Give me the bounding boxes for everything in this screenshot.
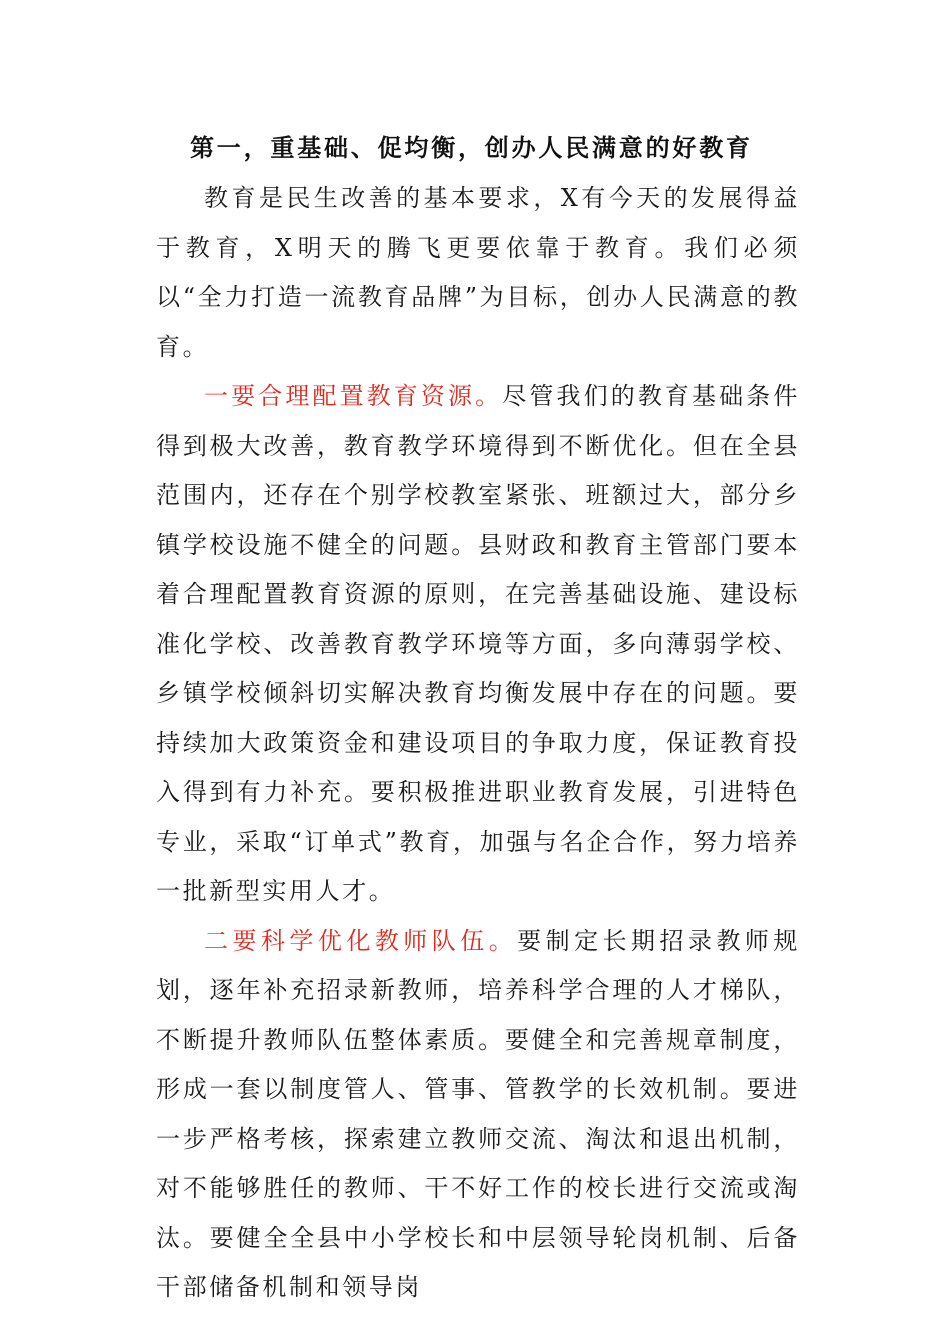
- paragraph-teachers-body: 要制定长期招录教师规划，逐年补充招录新教师，培养科学合理的人才梯队，不断提升教师队伍整体素质。要健全和完善规章制度，形成一套以制度管人、管事、管教学的长效机制。要进一步严格考核，探索建立教师交流、淘汰和退出机制，对不能够胜任的教师、干不好工作的校长进行交流或淘汰。要健全全县中小学校长和中层领导轮岗机制、后备干部储备机制和领导岗: [156, 926, 800, 1301]
- paragraph-resources-body: 尽管我们的教育基础条件得到极大改善，教育教学环境得到不断优化。但在全县范围内，还存在个别学校教室紧张、班额过大，部分乡镇学校设施不健全的问题。县财政和教育主管部门要本着合理配置教育资源的原则，在完善基础设施、建设标准化学校、改善教育教学环境等方面，多向薄弱学校、乡镇学校倾斜切实解决教育均衡发展中存在的问题。要持续加大政策资金和建设项目的争取力度，保证教育投入得到有力补充。要积极推进职业教育发展，引进特色专业，采取“订单式”教育，加强与名企合作，努力培养一批新型实用人才。: [156, 382, 800, 905]
- paragraph-intro: 教育是民生改善的基本要求，X有今天的发展得益于教育，X明天的腾飞更要依靠于教育。我们必须以“全力打造一流教育品牌”为目标，创办人民满意的教育。: [156, 184, 800, 361]
- paragraph-resources-lead: 一要合理配置教育资源。: [204, 382, 503, 410]
- document-body: [156, 122, 800, 1313]
- paragraph-teachers: [156, 917, 800, 1313]
- section-heading: 第一，重基础、促均衡，创办人民满意的好教育: [190, 133, 753, 162]
- paragraph-teachers-lead: 二要科学优化教师队伍。: [204, 926, 518, 955]
- paragraph-resources: [156, 372, 800, 917]
